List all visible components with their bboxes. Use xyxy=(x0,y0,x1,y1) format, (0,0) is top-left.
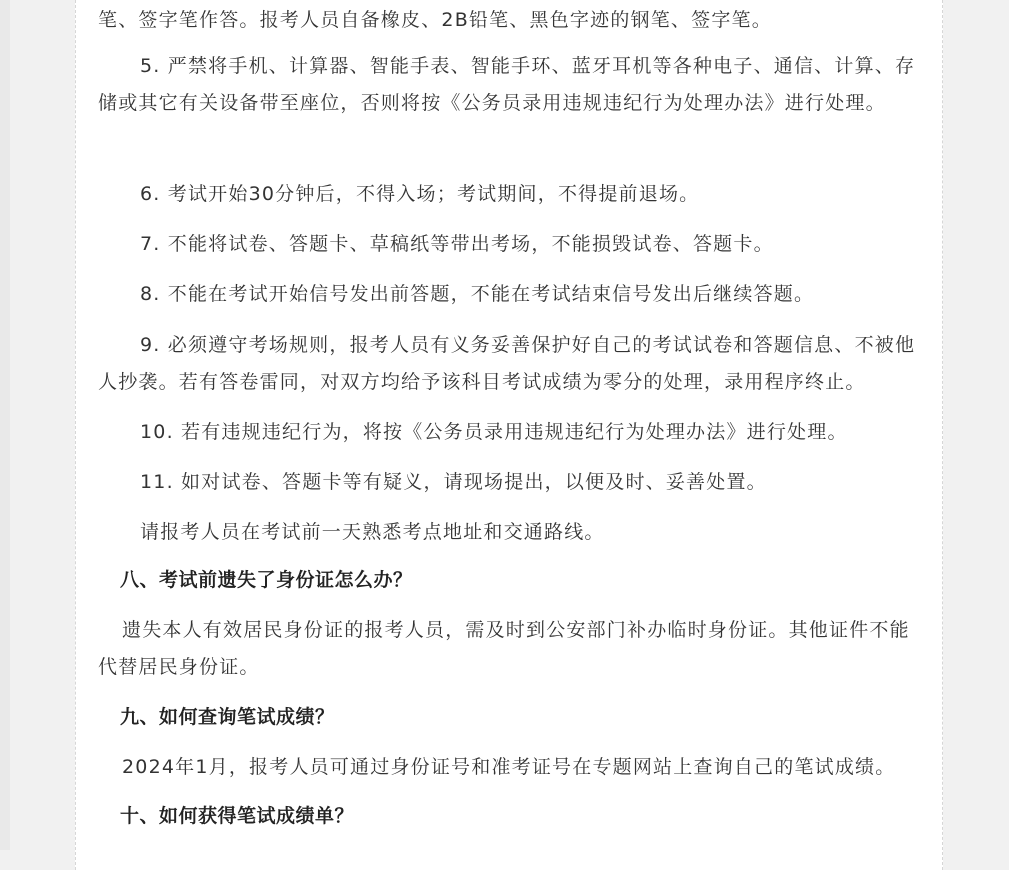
left-gutter xyxy=(0,0,10,850)
rule-5: 5. 严禁将手机、计算器、智能手表、智能手环、蓝牙耳机等各种电子、通信、计算、存储或其它有关设备带至座位，否则将按《公务员录用违规违纪行为处理办法》进行处理。 xyxy=(98,55,916,114)
section-heading-9: 九、如何查询笔试成绩？ xyxy=(120,706,335,728)
rule-8: 8. 不能在考试开始信号发出前答题，不能在考试结束信号发出后继续答题。 xyxy=(140,283,815,305)
paragraph-top: 笔、签字笔作答。报考人员自备橡皮、2B铅笔、黑色字迹的钢笔、签字笔。 xyxy=(98,9,772,31)
reminder-paragraph: 请报考人员在考试前一天熟悉考点地址和交通路线。 xyxy=(140,521,605,543)
section-heading-10: 十、如何获得笔试成绩单？ xyxy=(120,805,355,827)
article-page xyxy=(75,0,943,870)
rule-10: 10. 若有违规违纪行为，将按《公务员录用违规违纪行为处理办法》进行处理。 xyxy=(140,421,848,443)
rule-6: 6. 考试开始30分钟后，不得入场；考试期间，不得提前退场。 xyxy=(140,183,700,205)
section-8-answer: 遗失本人有效居民身份证的报考人员，需及时到公安部门补办临时身份证。其他证件不能代替居民身份证。 xyxy=(98,619,910,678)
section-9-answer: 2024年1月，报考人员可通过身份证号和准考证号在专题网站上查询自己的笔试成绩。 xyxy=(122,756,896,778)
rule-9: 9. 必须遵守考场规则，报考人员有义务妥善保护好自己的考试试卷和答题信息、不被他人抄袭。若有答卷雷同，对双方均给予该科目考试成绩为零分的处理，录用程序终止。 xyxy=(98,334,916,393)
section-heading-8: 八、考试前遗失了身份证怎么办？ xyxy=(120,569,413,591)
rule-7: 7. 不能将试卷、答题卡、草稿纸等带出考场，不能损毁试卷、答题卡。 xyxy=(140,233,774,255)
rule-11: 11. 如对试卷、答题卡等有疑义，请现场提出，以便及时、妥善处置。 xyxy=(140,471,767,493)
